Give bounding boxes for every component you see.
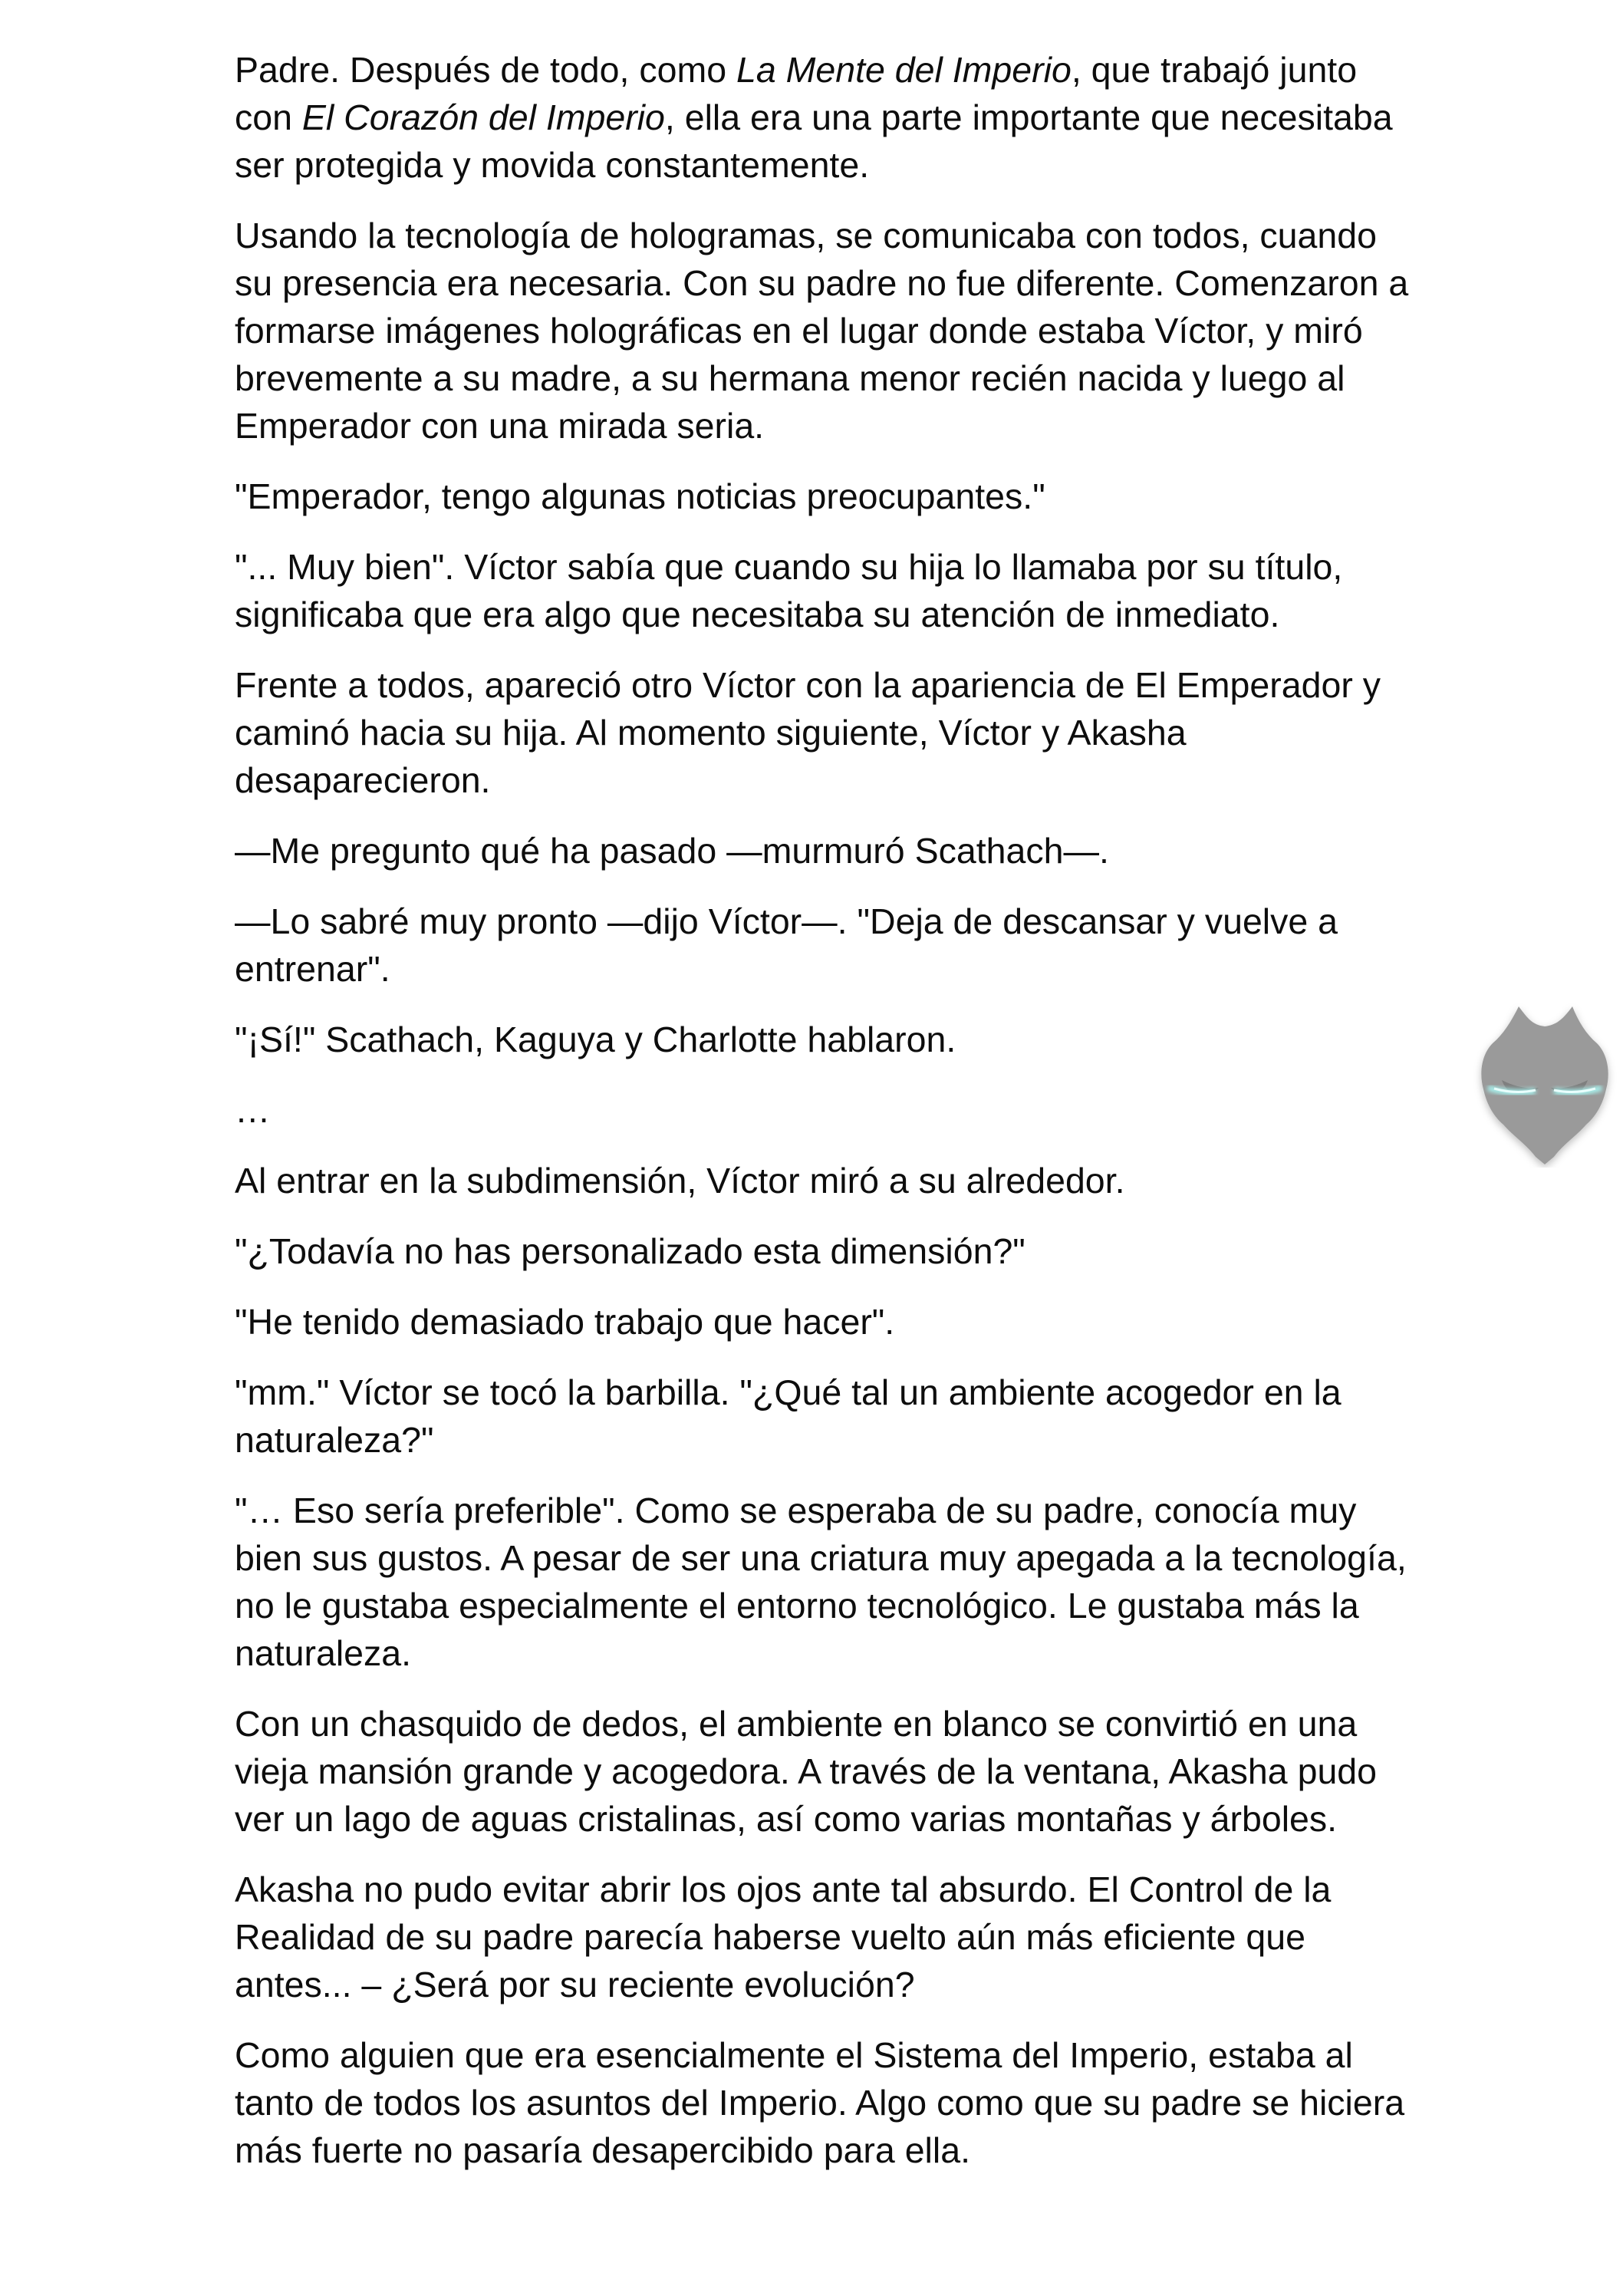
text-run: "¿Todavía no has personalizado esta dimensión?"	[235, 1231, 1025, 1271]
paragraph	[235, 1369, 1416, 1464]
text-run: Al entrar en la subdimensión, Víctor miró a su alrededor.	[235, 1161, 1125, 1201]
text-run: —Me pregunto qué ha pasado —murmuró Scathach—.	[235, 831, 1109, 871]
italic-title: El Corazón del Imperio	[301, 97, 665, 137]
document-page	[235, 46, 1416, 2197]
text-run: Akasha no pudo evitar abrir los ojos ante tal absurdo. El Control de la Realidad de su padre parecía haberse vuelto aún más eficiente que antes... – ¿Será por su reciente evolución?	[235, 1869, 1332, 2004]
text-run: "¡Sí!" Scathach, Kaguya y Charlotte hablaron.	[235, 1020, 956, 1059]
paragraph	[235, 661, 1416, 804]
text-run: , ella era una parte importante que necesitaba ser protegida y movida constantemente.	[235, 97, 1393, 185]
paragraph	[235, 827, 1416, 875]
paragraph	[235, 1086, 1416, 1134]
text-run: "He tenido demasiado trabajo que hacer".	[235, 1302, 895, 1342]
paragraph	[235, 2031, 1416, 2174]
italic-title: La Mente del Imperio	[736, 50, 1072, 90]
text-run: "... Muy bien". Víctor sabía que cuando su hija lo llamaba por su título, significaba que era algo que necesitaba su atención de inmediato.	[235, 547, 1343, 634]
paragraph	[235, 1298, 1416, 1346]
paragraph	[235, 473, 1416, 520]
text-run: "Emperador, tengo algunas noticias preocupantes."	[235, 476, 1045, 516]
text-run: Padre. Después de todo, como	[235, 50, 736, 90]
text-run: Frente a todos, apareció otro Víctor con la apariencia de El Emperador y caminó hacia su hija. Al momento siguiente, Víctor y Akasha desaparecieron.	[235, 665, 1381, 800]
paragraph	[235, 1487, 1416, 1677]
text-run: , que trabajó junto con	[235, 50, 1358, 137]
text-run: Usando la tecnología de hologramas, se comunicaba con todos, cuando su presencia era necesaria. Con su padre no fue diferente. Comenzaron a formarse imágenes holográficas en el lugar donde estaba Víctor, y miró brevemente a su madre, a su hermana menor recién nacida y luego al Emperador con una mirada seria.	[235, 216, 1409, 446]
paragraph	[235, 1227, 1416, 1275]
text-run: —Lo sabré muy pronto —dijo Víctor—. "Deja de descansar y vuelve a entrenar".	[235, 901, 1338, 989]
paragraph	[235, 1866, 1416, 2008]
demon-head-watermark-icon	[1471, 996, 1618, 1168]
paragraph	[235, 1016, 1416, 1063]
paragraph	[235, 1157, 1416, 1204]
text-run: Con un chasquido de dedos, el ambiente en blanco se convirtió en una vieja mansión grande y acogedora. A través de la ventana, Akasha pudo ver un lago de aguas cristalinas, así como varias montañas y árboles.	[235, 1704, 1378, 1839]
text-run: Como alguien que era esencialmente el Sistema del Imperio, estaba al tanto de todos los asuntos del Imperio. Algo como que su padre se hiciera más fuerte no pasaría desapercibido para ella.	[235, 2035, 1405, 2170]
paragraph	[235, 898, 1416, 993]
paragraph	[235, 46, 1416, 189]
paragraph	[235, 1700, 1416, 1843]
text-run: "mm." Víctor se tocó la barbilla. "¿Qué tal un ambiente acogedor en la naturaleza?"	[235, 1372, 1342, 1460]
text-run: "… Eso sería preferible". Como se esperaba de su padre, conocía muy bien sus gustos. A pesar de ser una criatura muy apegada a la tecnología, no le gustaba especialmente el entorno tecnológico. Le gustaba más la naturaleza.	[235, 1491, 1407, 1673]
paragraph	[235, 212, 1416, 450]
text-run: …	[235, 1090, 271, 1130]
paragraph	[235, 543, 1416, 638]
